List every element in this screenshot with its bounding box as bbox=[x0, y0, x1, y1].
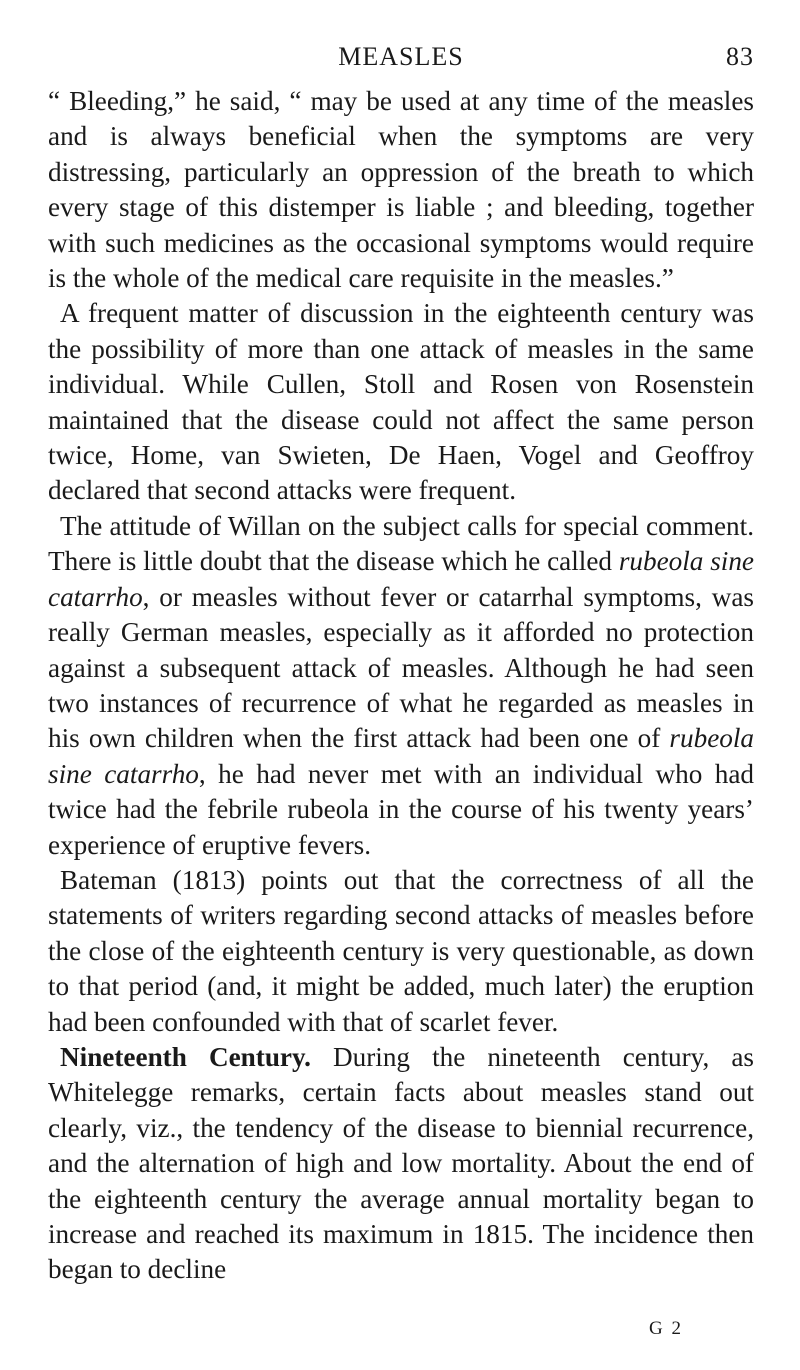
paragraph-quotation: “ Bleeding,” he said, “ may be used at any time of the measles and is always beneficial when the symptoms are very distressing, particularly an oppression of the breath to which every stage of this distemper is liable ; and bleeding, together with such medicines as the occasional symptoms would require is the whole of the medical care requisite in the measles.” bbox=[48, 86, 754, 294]
willan-text-b: , or measles without fever or catarrhal symptoms, was really German measles, especially as it afforded no protection against a subsequent attack of measles. Although he had seen two instances of recurrence of what he regarded as measles in his own children when the first attack had been one of bbox=[48, 581, 754, 754]
paragraph-willan bbox=[48, 509, 754, 863]
book-page bbox=[48, 40, 754, 1288]
page-header bbox=[48, 40, 754, 84]
running-head: MEASLES bbox=[338, 42, 464, 71]
paragraph-bateman: Bateman (1813) points out that the correctness of all the statements of writers regarding second attacks of measles before the close of the eighteenth century is very questionable, as down to that period (and, it might be added, much later) the eruption had been confounded with that of scarlet fever. bbox=[48, 864, 754, 1037]
page-number: 83 bbox=[726, 42, 754, 71]
body-text bbox=[48, 84, 754, 1288]
section-runin-heading: Nineteenth Century. bbox=[60, 1041, 311, 1072]
paragraph-nineteenth-century bbox=[48, 1040, 754, 1288]
willan-text-a: The attitude of Willan on the subject calls for special comment. There is little doubt that the disease which he called bbox=[48, 510, 754, 577]
latin-term: rubeola sine catarrho bbox=[48, 546, 754, 612]
paragraph-second-attacks: A frequent matter of discussion in the eighteenth century was the possibility of more than one attack of measles in the same individual. While Cullen, Stoll and Rosen von Rosenstein maintained that the disease could not affect the same person twice, Home, van Swieten, De Haen, Vogel and Geoffroy declared that second attacks were frequent. bbox=[48, 298, 754, 506]
willan-text-c: , he had never met with an individual who had twice had the febrile rubeola in the course of his twenty years’ experience of eruptive fevers. bbox=[48, 758, 754, 860]
signature-mark: G 2 bbox=[649, 1318, 683, 1339]
nineteenth-century-text: During the nineteenth century, as Whitelegge remarks, certain facts about measles stand out clearly, viz., the tendency of the disease to biennial recurrence, and the alternation of high and low mortality. About the end of the eighteenth century the average annual mortality began to increase and reached its maximum in 1815. The incidence then began to decline bbox=[48, 1041, 754, 1285]
latin-term: rubeola sine catarrho bbox=[48, 723, 754, 789]
